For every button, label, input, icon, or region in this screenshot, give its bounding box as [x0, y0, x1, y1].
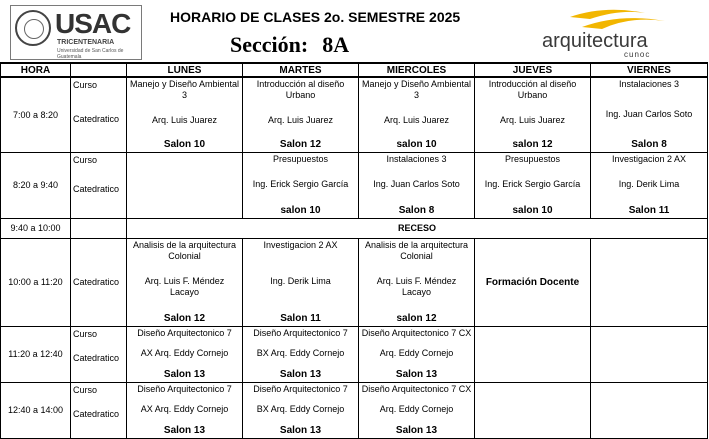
teacher-name: Arq. Luis F. Méndez Lacayo: [144, 276, 225, 297]
special-activity: Formación Docente: [485, 276, 580, 288]
course-name: Introducción al diseño Urbano: [488, 79, 577, 100]
empty-cell: [591, 326, 708, 382]
course-name: Investigacion 2 AX: [263, 239, 338, 250]
empty-cell: [591, 382, 708, 438]
time-slot: 10:00 a 11:20: [1, 238, 71, 326]
room-name: Salon 13: [163, 368, 206, 380]
schedule-row: [1, 152, 708, 218]
course-name: Analisis de la arquitectura Colonial: [364, 239, 469, 261]
course-name: Instalaciones 3: [618, 79, 680, 89]
teacher-name: AX Arq. Eddy Cornejo: [140, 348, 229, 358]
room-name: Salon 8: [631, 139, 667, 150]
room-name: Salon 12: [279, 139, 322, 150]
curso-label: Curso: [73, 384, 98, 395]
label-cell: [71, 77, 127, 152]
teacher-name: Ing. Erick Sergio García: [252, 179, 349, 189]
room-name: salon 10: [512, 204, 553, 216]
schedule-row: [1, 382, 708, 438]
schedule-row: [1, 326, 708, 382]
room-name: Salon 8: [398, 204, 435, 216]
curso-label: Curso: [73, 328, 98, 339]
usac-logo: [10, 5, 142, 60]
time-slot: 8:20 a 9:40: [1, 152, 71, 218]
schedule-row: [1, 218, 708, 238]
course-name: Investigacion 2 AX: [611, 153, 687, 164]
class-cell: [359, 77, 475, 152]
class-cell: [475, 77, 591, 152]
teacher-name: Ing. Juan Carlos Soto: [373, 179, 460, 189]
room-name: salon 12: [512, 139, 553, 150]
teacher-name: Ing. Derik Lima: [270, 276, 331, 286]
class-cell: [243, 382, 359, 438]
day-header: VIERNES: [591, 63, 708, 77]
label-cell: [71, 326, 127, 382]
class-cell: [243, 77, 359, 152]
teacher-name: Arq. Eddy Cornejo: [379, 404, 454, 414]
class-cell: [243, 152, 359, 218]
course-name: Diseño Arquitectonico 7 CX: [361, 383, 472, 394]
room-name: Salon 13: [279, 424, 322, 436]
room-name: Salon 13: [279, 368, 322, 380]
class-cell: [359, 238, 475, 326]
usac-logo-name: USAC: [55, 8, 131, 39]
time-slot: 7:00 a 8:20: [1, 77, 71, 152]
section-heading: [230, 32, 349, 58]
class-cell: [127, 77, 243, 152]
class-cell: [475, 152, 591, 218]
section-code: 8A: [322, 32, 350, 57]
course-name: Manejo y Diseño Ambiental 3: [361, 79, 472, 100]
page-title: HORARIO DE CLASES 2o. SEMESTRE 2025: [170, 9, 461, 25]
teacher-name: Arq. Luis Juarez: [499, 114, 566, 125]
teacher-name: Arq. Luis Juarez: [267, 114, 334, 125]
teacher-name: Arq. Luis F. Méndez Lacayo: [376, 276, 457, 297]
usac-logo-subtitle: Universidad de San Carlos de Guatemala: [57, 48, 124, 60]
teacher-name: AX Arq. Eddy Cornejo: [140, 404, 229, 414]
time-slot: 12:40 a 14:00: [1, 382, 71, 438]
class-cell: [127, 238, 243, 326]
room-name: Salon 13: [163, 424, 206, 436]
class-cell: [243, 326, 359, 382]
day-header: MIERCOLES: [359, 63, 475, 77]
course-name: Diseño Arquitectonico 7 CX: [361, 327, 472, 338]
schedule-table: [0, 62, 708, 439]
empty-cell: [475, 326, 591, 382]
catedratico-label: Catedratico: [73, 408, 120, 419]
course-name: Diseño Arquitectonico 7: [253, 383, 348, 394]
class-cell: [359, 152, 475, 218]
room-name: salon 12: [396, 312, 437, 324]
catedratico-label: Catedratico: [73, 352, 120, 363]
catedratico-label: Catedratico: [73, 276, 120, 287]
arquitectura-logo-name: arquitectura: [542, 30, 648, 52]
room-name: Salon 12: [163, 312, 206, 324]
room-name: Salon 13: [395, 424, 438, 436]
section-label: Sección:: [230, 32, 309, 57]
curso-label: Curso: [73, 154, 98, 165]
teacher-name: Ing. Derik Lima: [618, 179, 680, 189]
room-name: salon 10: [396, 139, 437, 150]
class-cell: [243, 238, 359, 326]
empty-cell: [591, 238, 708, 326]
catedratico-label: Catedratico: [73, 183, 120, 194]
class-cell: [359, 326, 475, 382]
course-name: Diseño Arquitectonico 7: [253, 327, 348, 338]
empty-cell: [127, 152, 243, 218]
label-cell: [71, 152, 127, 218]
receso-label: RECESO: [127, 218, 708, 238]
course-name: Introducción al diseño Urbano: [256, 79, 345, 100]
teacher-name: BX Arq. Eddy Cornejo: [256, 348, 345, 358]
room-name: Salon 13: [395, 368, 438, 380]
teacher-name: Arq. Luis Juarez: [383, 114, 450, 125]
class-cell: [359, 382, 475, 438]
course-name: Presupuestos: [272, 153, 329, 164]
day-header: JUEVES: [475, 63, 591, 77]
course-name: Presupuestos: [504, 153, 561, 164]
usac-logo-tagline: TRICENTENARIA: [57, 39, 115, 46]
teacher-name: Ing. Erick Sergio García: [484, 179, 581, 189]
teacher-name: Arq. Eddy Cornejo: [379, 348, 454, 358]
teacher-name: Ing. Juan Carlos Soto: [605, 109, 693, 119]
course-name: Diseño Arquitectonico 7: [137, 327, 232, 338]
label-cell: [71, 382, 127, 438]
course-name: Instalaciones 3: [386, 153, 447, 164]
empty-cell: [475, 382, 591, 438]
time-slot: 9:40 a 10:00: [1, 218, 71, 238]
document-header: [0, 0, 709, 62]
teacher-name: Arq. Luis Juarez: [151, 114, 218, 125]
room-name: Salon 10: [163, 139, 206, 150]
hora-header: HORA: [1, 63, 71, 77]
arquitectura-logo: [540, 4, 680, 58]
class-cell: [475, 238, 591, 326]
schedule-row: [1, 238, 708, 326]
label-cell: [71, 218, 127, 238]
label-cell: [71, 238, 127, 326]
course-name: Manejo y Diseño Ambiental 3: [129, 79, 240, 100]
arquitectura-logo-sub: cunoc: [624, 50, 651, 59]
course-name: Analisis de la arquitectura Colonial: [132, 239, 237, 261]
catedratico-label: Catedratico: [73, 114, 120, 124]
label-header: [71, 63, 127, 77]
class-cell: [127, 326, 243, 382]
schedule-row: [1, 77, 708, 152]
room-name: Salon 11: [280, 312, 321, 324]
curso-label: Curso: [73, 80, 98, 90]
class-cell: [591, 77, 708, 152]
course-name: Diseño Arquitectonico 7: [137, 383, 232, 394]
university-seal-icon: [15, 10, 51, 46]
room-name: salon 10: [280, 204, 321, 216]
day-header: MARTES: [243, 63, 359, 77]
room-name: Salon 11: [628, 204, 670, 216]
day-header: LUNES: [127, 63, 243, 77]
teacher-name: BX Arq. Eddy Cornejo: [256, 404, 345, 414]
class-cell: [127, 382, 243, 438]
time-slot: 11:20 a 12:40: [1, 326, 71, 382]
day-header-row: [1, 63, 708, 77]
class-cell: [591, 152, 708, 218]
